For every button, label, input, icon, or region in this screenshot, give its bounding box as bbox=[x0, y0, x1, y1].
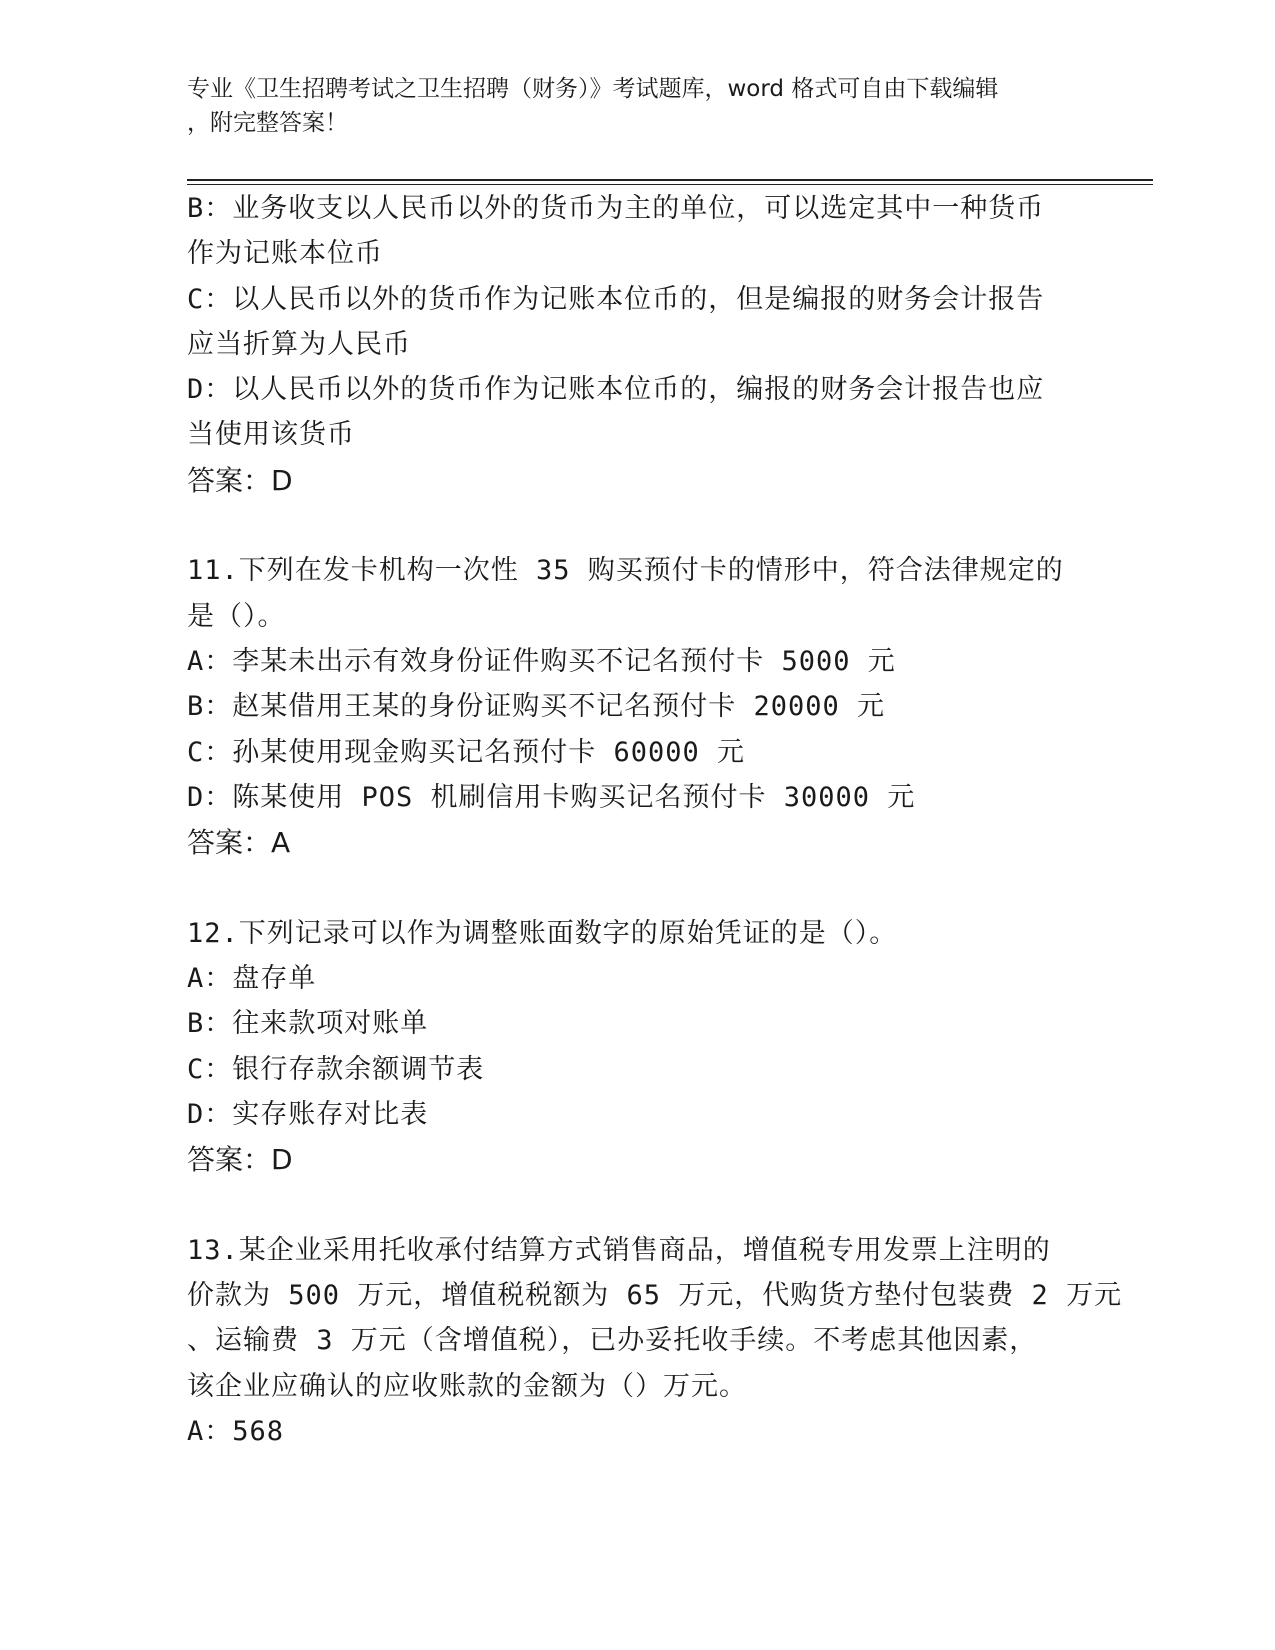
question-content bbox=[187, 186, 1123, 1454]
q10-option-c-line-2: 应当折算为人民币 bbox=[187, 328, 411, 360]
q11-stem-line-2: 是（）。 bbox=[187, 600, 286, 632]
q11-answer: 答案：A bbox=[187, 826, 291, 860]
question-11 bbox=[187, 548, 1117, 865]
document-header bbox=[187, 72, 1087, 140]
q11-stem-line-1: 11.下列在发卡机构一次性 35 购买预付卡的情形中，符合法律规定的 bbox=[187, 555, 1064, 587]
q12-answer: 答案：D bbox=[187, 1143, 293, 1177]
q12-option-d: D：实存账存对比表 bbox=[187, 1098, 429, 1130]
q10-option-d-line-1: D：以人民币以外的货币作为记账本位币的，编报的财务会计报告也应 bbox=[187, 374, 1045, 406]
q13-option-a: A：568 bbox=[187, 1416, 285, 1448]
q13-stem-line-2: 价款为 500 万元，增值税税额为 65 万元，代购货方垫付包装费 2 万元 bbox=[187, 1280, 1123, 1312]
spacer bbox=[187, 503, 1117, 548]
header-divider-thin bbox=[187, 184, 1153, 185]
q11-option-c: C：孙某使用现金购买记名预付卡 60000 元 bbox=[187, 736, 746, 768]
q10-option-b-line-1: B：业务收支以人民币以外的货币为主的单位，可以选定其中一种货币 bbox=[187, 193, 1045, 224]
q11-option-d: D：陈某使用 POS 机刷信用卡购买记名预付卡 30000 元 bbox=[187, 781, 916, 813]
q11-option-a: A：李某未出示有效身份证件购买不记名预付卡 5000 元 bbox=[187, 645, 896, 677]
spacer bbox=[187, 865, 1117, 910]
question-13 bbox=[187, 1228, 1123, 1454]
header-line-1: 专业《卫生招聘考试之卫生招聘（财务）》考试题库，word 格式可自由下载编辑 bbox=[187, 76, 999, 102]
question-12 bbox=[187, 911, 1117, 1183]
q12-option-b: B：往来款项对账单 bbox=[187, 1008, 429, 1040]
header-divider-thick bbox=[187, 179, 1153, 181]
q13-stem-line-4: 该企业应确认的应收账款的金额为（）万元。 bbox=[187, 1370, 747, 1402]
header-line-2: ，附完整答案！ bbox=[187, 110, 348, 136]
spacer bbox=[187, 1183, 1117, 1228]
q10-option-d-line-2: 当使用该货币 bbox=[187, 419, 355, 451]
q12-option-a: A：盘存单 bbox=[187, 963, 317, 995]
q11-option-b: B：赵某借用王某的身份证购买不记名预付卡 20000 元 bbox=[187, 691, 886, 723]
q12-option-c: C：银行存款余额调节表 bbox=[187, 1053, 485, 1085]
q12-stem: 12.下列记录可以作为调整账面数字的原始凭证的是（）。 bbox=[187, 917, 898, 949]
q13-stem-line-3: 、运输费 3 万元（含增值税），已办妥托收手续。不考虑其他因素， bbox=[187, 1325, 1038, 1357]
q13-stem-line-1: 13.某企业采用托收承付结算方式销售商品，增值税专用发票上注明的 bbox=[187, 1234, 1051, 1266]
q10-answer: 答案：D bbox=[187, 463, 293, 497]
q10-option-b-line-2: 作为记账本位币 bbox=[187, 238, 383, 270]
question-10-continued bbox=[187, 186, 1117, 503]
q10-option-c-line-1: C：以人民币以外的货币作为记账本位币的，但是编报的财务会计报告 bbox=[187, 283, 1045, 315]
